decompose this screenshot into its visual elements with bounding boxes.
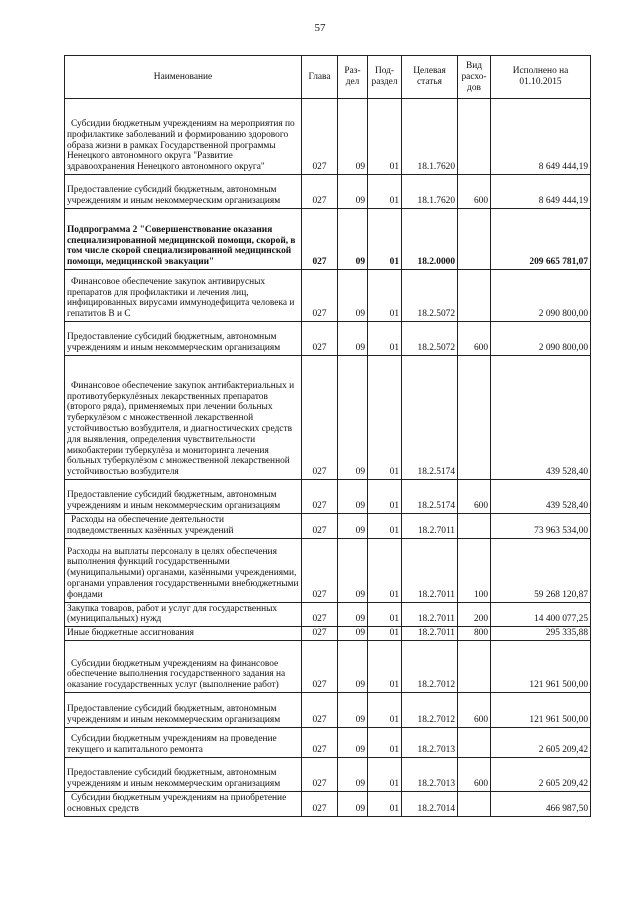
row-podrazdel: 01 [368, 791, 402, 816]
row-sum: 2 090 800,00 [491, 270, 591, 322]
row-sum: 121 961 500,00 [491, 640, 591, 692]
row-name: Субсидии бюджетным учреждениям на приобретение основных средств [65, 791, 302, 816]
row-name: Финансовое обеспечение закупок антивирусных препаратов для профилактики и лечения лиц, инфицированных вирусами иммунодефицита человека и гепатитов В и С [65, 270, 302, 322]
row-name: Предоставление субсидий бюджетным, автономным учреждениям и иным некоммерческим организациям [65, 480, 302, 514]
table-row [65, 727, 591, 757]
table-row [65, 514, 591, 539]
row-glava: 027 [302, 692, 338, 727]
row-podrazdel: 01 [368, 175, 402, 209]
row-name: Субсидии бюджетным учреждениям на мероприятия по профилактике заболеваний и формированию здорового образа жизни в рамках Государственной программы Ненецкого автономного округа "Развитие здравоохранения Ненецкого автономного округа" [65, 99, 302, 175]
row-razdel: 09 [338, 270, 368, 322]
row-vid: 100 [458, 538, 491, 602]
row-glava: 027 [302, 270, 338, 322]
row-sum: 439 528,40 [491, 480, 591, 514]
row-vid [458, 727, 491, 757]
row-vid [458, 514, 491, 539]
row-glava: 027 [302, 356, 338, 480]
row-sum: 295 335,88 [491, 627, 591, 641]
table-row [65, 640, 591, 692]
row-razdel: 09 [338, 757, 368, 791]
row-sum: 8 649 444,19 [491, 175, 591, 209]
row-statya: 18.1.7620 [402, 175, 458, 209]
header-glava: Глава [302, 56, 338, 99]
row-statya: 18.2.7011 [402, 538, 458, 602]
row-sum: 2 090 800,00 [491, 322, 591, 356]
table-row [65, 270, 591, 322]
row-name: Предоставление субсидий бюджетным, автономным учреждениям и иным некоммерческим организациям [65, 757, 302, 791]
table-row [65, 627, 591, 641]
row-statya: 18.2.7012 [402, 640, 458, 692]
row-name: Подпрограмма 2 "Совершенствование оказания специализированной медицинской помощи, скорой, в том числе скорой специализированной медицинской помощи, медицинской эвакуации" [65, 209, 302, 270]
row-vid: 600 [458, 757, 491, 791]
header-ispolneno: Исполнено на 01.10.2015 [491, 56, 591, 99]
row-podrazdel: 01 [368, 322, 402, 356]
table-row [65, 757, 591, 791]
row-podrazdel: 01 [368, 640, 402, 692]
row-name: Финансовое обеспечение закупок антибактериальных и противотуберкулёзных лекарственных препаратов (второго ряда), применяемых при лечении больных туберкулёзом с множественной лекарственной устойчивостью возбудителя, и диагностических средств для выявления, определения чувствительности микобактерии туберкулёза и мониторинга лечения больных туберкулёзом с множественной лекарственной устойчивостью возбудителя [65, 356, 302, 480]
row-podrazdel: 01 [368, 627, 402, 641]
row-name: Субсидии бюджетным учреждениям на финансовое обеспечение выполнения государственного задания на оказание государственных услуг (выполнение работ) [65, 640, 302, 692]
row-razdel: 09 [338, 209, 368, 270]
table-row [65, 480, 591, 514]
row-sum: 59 268 120,87 [491, 538, 591, 602]
row-sum: 439 528,40 [491, 356, 591, 480]
row-vid [458, 99, 491, 175]
row-name: Субсидии бюджетным учреждениям на проведение текущего и капитального ремонта [65, 727, 302, 757]
row-podrazdel: 01 [368, 99, 402, 175]
row-vid: 600 [458, 692, 491, 727]
row-name: Предоставление субсидий бюджетным, автономным учреждениям и иным некоммерческим организациям [65, 175, 302, 209]
row-statya: 18.2.5174 [402, 480, 458, 514]
row-statya: 18.2.7011 [402, 627, 458, 641]
row-statya: 18.2.7012 [402, 692, 458, 727]
header-vid: Вид расхо-дов [458, 56, 491, 99]
row-razdel: 09 [338, 640, 368, 692]
row-razdel: 09 [338, 175, 368, 209]
row-name: Расходы на обеспечение деятельности подведомственных казённых учреждений [65, 514, 302, 539]
row-name: Предоставление субсидий бюджетным, автономным учреждениям и иным некоммерческим организациям [65, 322, 302, 356]
row-name: Иные бюджетные ассигнования [65, 627, 302, 641]
table-row [65, 356, 591, 480]
row-vid: 600 [458, 322, 491, 356]
row-podrazdel: 01 [368, 480, 402, 514]
row-vid: 600 [458, 480, 491, 514]
row-vid [458, 270, 491, 322]
table-row [65, 602, 591, 627]
row-sum: 14 400 077,25 [491, 602, 591, 627]
row-statya: 18.2.7013 [402, 727, 458, 757]
table-row [65, 692, 591, 727]
row-podrazdel: 01 [368, 356, 402, 480]
row-name: Закупка товаров, работ и услуг для государственных (муниципальных) нужд [65, 602, 302, 627]
row-statya: 18.2.0000 [402, 209, 458, 270]
table-row [65, 99, 591, 175]
header-podrazdel: Под-раздел [368, 56, 402, 99]
row-glava: 027 [302, 322, 338, 356]
row-statya: 18.2.7011 [402, 602, 458, 627]
row-glava: 027 [302, 538, 338, 602]
row-podrazdel: 01 [368, 538, 402, 602]
row-podrazdel: 01 [368, 514, 402, 539]
header-razdel: Раз-дел [338, 56, 368, 99]
row-razdel: 09 [338, 356, 368, 480]
row-podrazdel: 01 [368, 270, 402, 322]
row-glava: 027 [302, 602, 338, 627]
row-podrazdel: 01 [368, 757, 402, 791]
row-sum: 73 963 534,00 [491, 514, 591, 539]
row-podrazdel: 01 [368, 727, 402, 757]
row-glava: 027 [302, 640, 338, 692]
row-glava: 027 [302, 727, 338, 757]
row-name: Расходы на выплаты персоналу в целях обеспечения выполнения функций государственными (муниципальными) органами, казёнными учреждениями, органами управления государственными внебюджетными фондами [65, 538, 302, 602]
row-razdel: 09 [338, 602, 368, 627]
row-razdel: 09 [338, 692, 368, 727]
row-razdel: 09 [338, 480, 368, 514]
table-row-subprogram [65, 209, 591, 270]
row-razdel: 09 [338, 727, 368, 757]
row-sum: 121 961 500,00 [491, 692, 591, 727]
row-statya: 18.2.7014 [402, 791, 458, 816]
row-statya: 18.2.5072 [402, 270, 458, 322]
row-razdel: 09 [338, 514, 368, 539]
row-sum: 209 665 781,07 [491, 209, 591, 270]
table-row [65, 322, 591, 356]
row-statya: 18.2.5072 [402, 322, 458, 356]
row-glava: 027 [302, 757, 338, 791]
row-statya: 18.2.7013 [402, 757, 458, 791]
table-header-row [65, 56, 591, 99]
row-glava: 027 [302, 480, 338, 514]
table-row [65, 175, 591, 209]
row-name: Предоставление субсидий бюджетным, автономным учреждениям и иным некоммерческим организациям [65, 692, 302, 727]
row-statya: 18.1.7620 [402, 99, 458, 175]
row-sum: 2 605 209,42 [491, 727, 591, 757]
row-glava: 027 [302, 791, 338, 816]
row-vid: 200 [458, 602, 491, 627]
row-vid [458, 356, 491, 480]
row-sum: 8 649 444,19 [491, 99, 591, 175]
header-name: Наименование [65, 56, 302, 99]
row-sum: 466 987,50 [491, 791, 591, 816]
row-glava: 027 [302, 99, 338, 175]
row-razdel: 09 [338, 538, 368, 602]
row-podrazdel: 01 [368, 209, 402, 270]
row-glava: 027 [302, 209, 338, 270]
row-sum: 2 605 209,42 [491, 757, 591, 791]
row-statya: 18.2.7011 [402, 514, 458, 539]
table-row [65, 538, 591, 602]
row-statya: 18.2.5174 [402, 356, 458, 480]
header-statya: Целевая статья [402, 56, 458, 99]
row-razdel: 09 [338, 627, 368, 641]
row-vid [458, 640, 491, 692]
row-vid: 600 [458, 175, 491, 209]
row-glava: 027 [302, 514, 338, 539]
row-glava: 027 [302, 175, 338, 209]
row-podrazdel: 01 [368, 602, 402, 627]
row-razdel: 09 [338, 99, 368, 175]
row-razdel: 09 [338, 322, 368, 356]
table-row [65, 791, 591, 816]
row-glava: 027 [302, 627, 338, 641]
row-razdel: 09 [338, 791, 368, 816]
row-podrazdel: 01 [368, 692, 402, 727]
page-number: 57 [314, 22, 326, 34]
row-vid [458, 791, 491, 816]
row-vid: 800 [458, 627, 491, 641]
row-vid [458, 209, 491, 270]
budget-execution-table [64, 55, 591, 817]
